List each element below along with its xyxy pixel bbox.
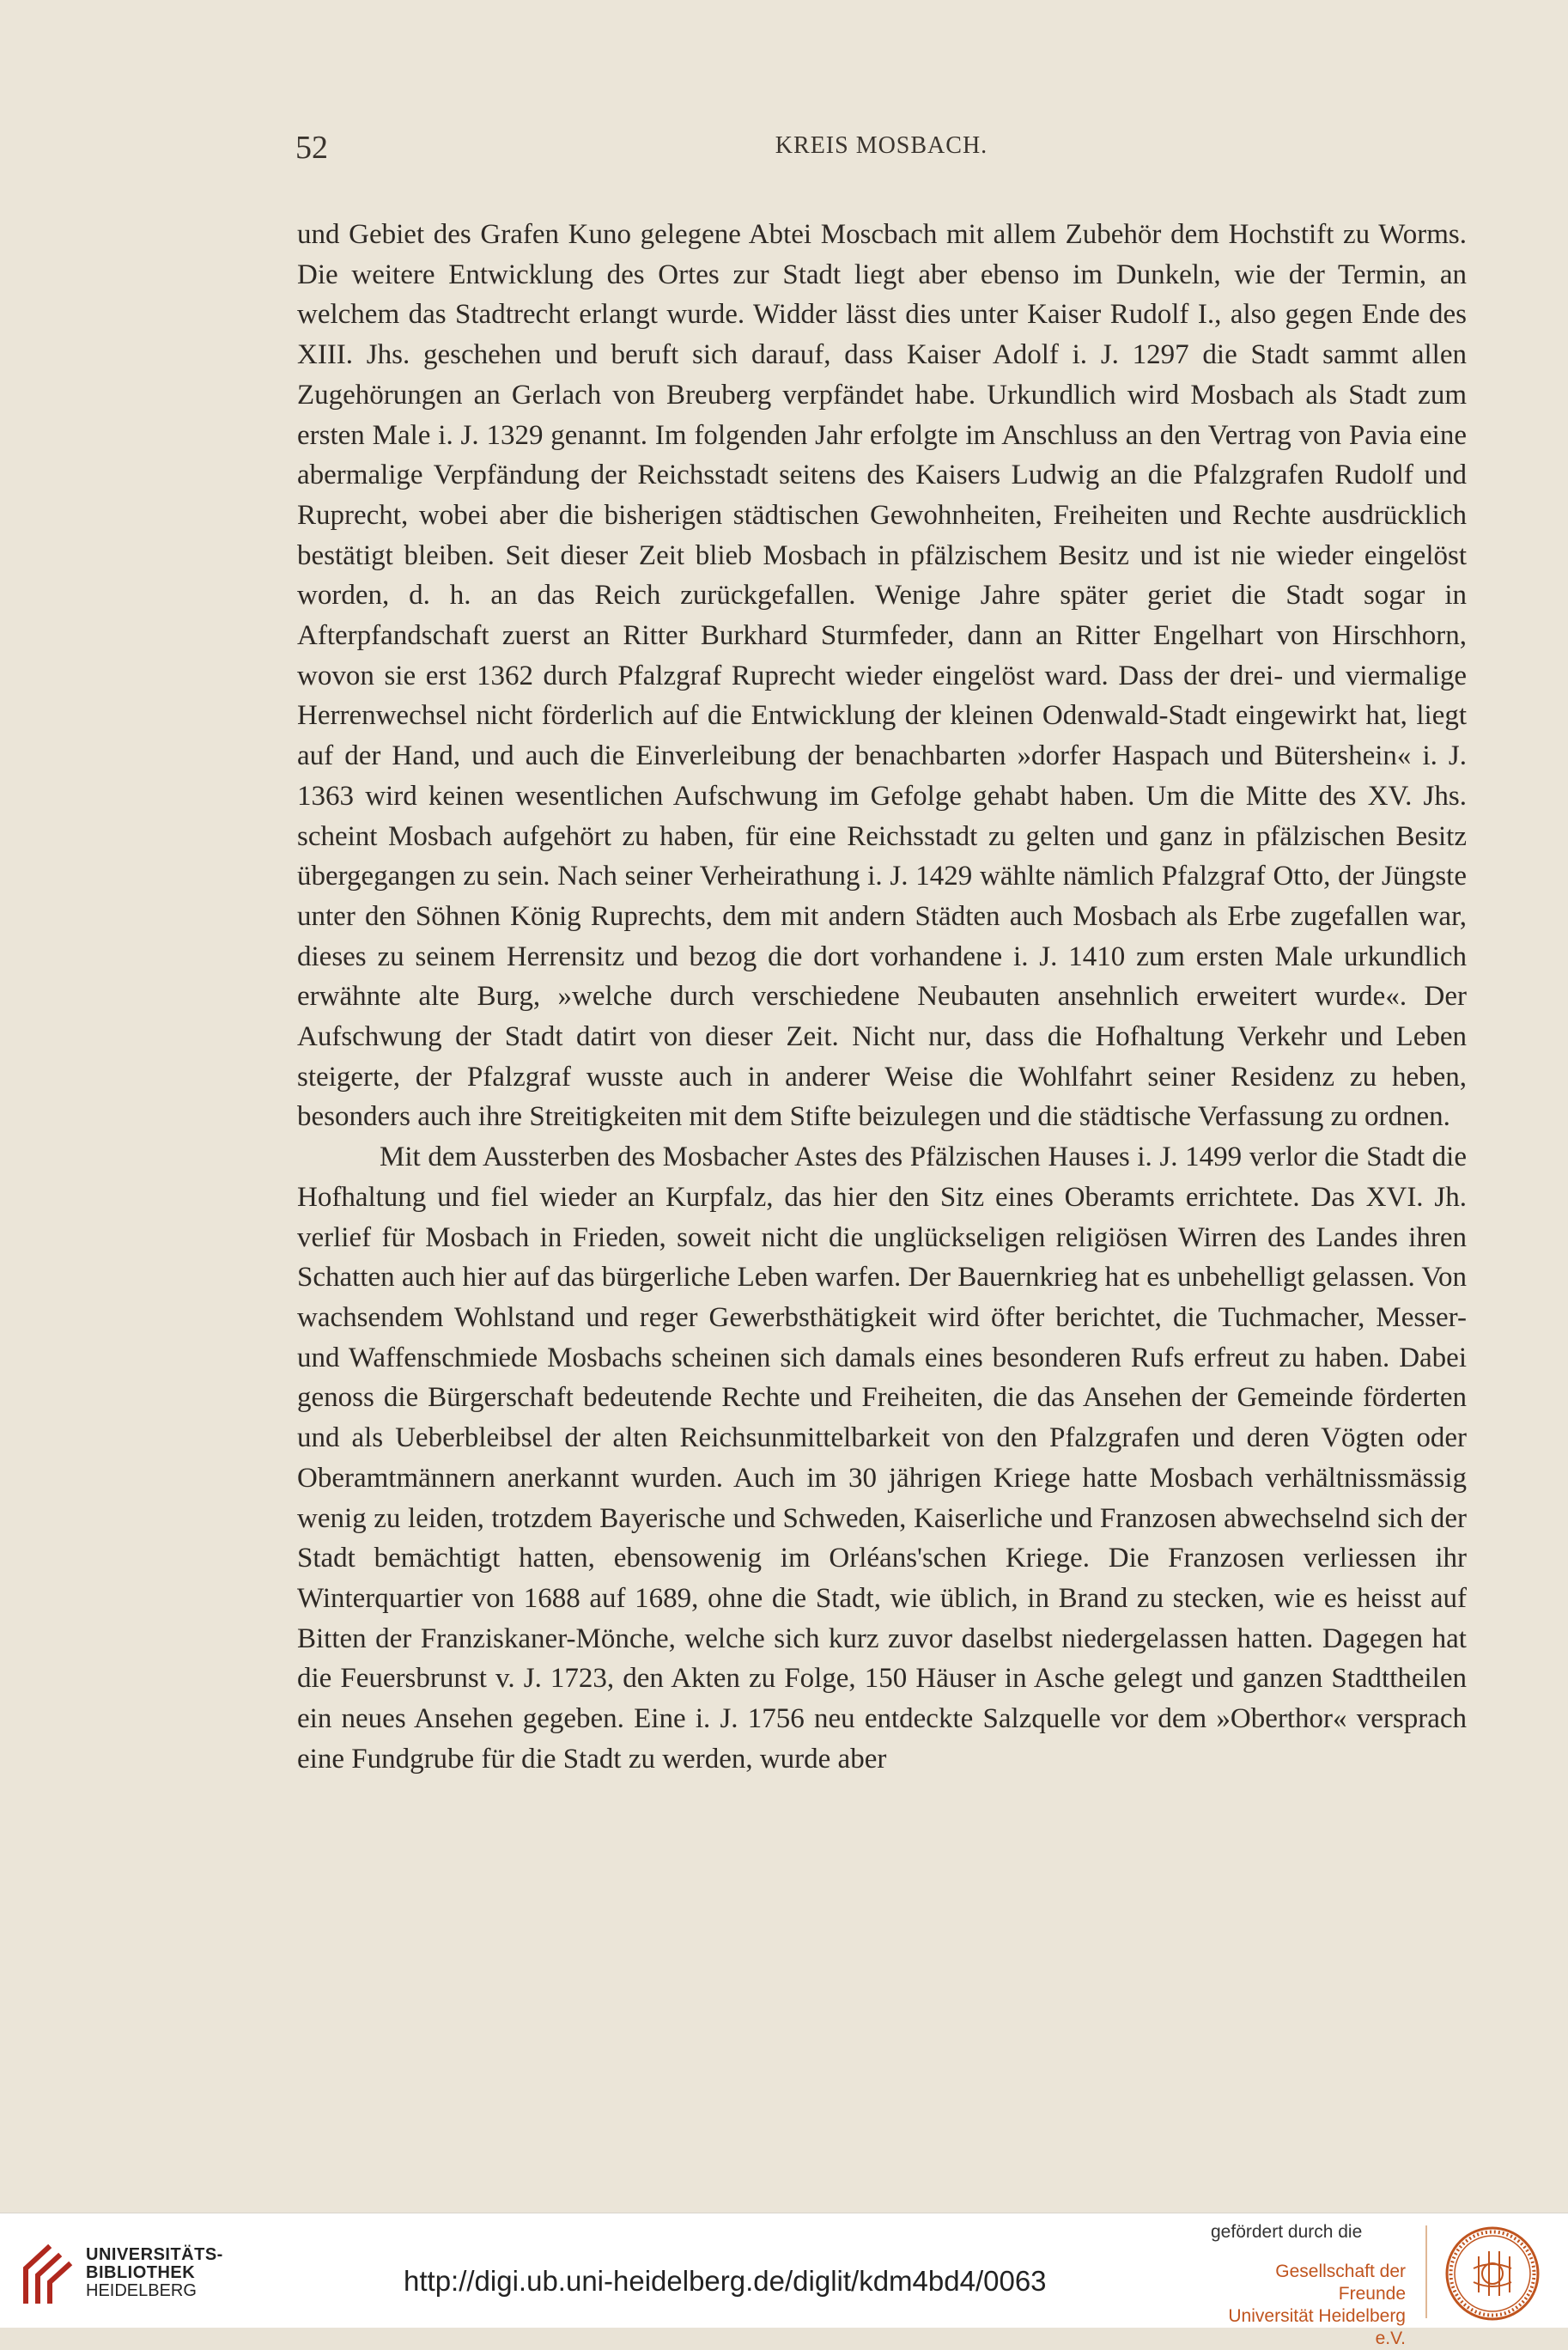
text-line: der Hand, und auch die Einverleibung der benachbarten »dorfer Haspach und Büters (344, 740, 1349, 772)
text-line: nicht förderlich auf die Entwicklung der kleinen Odenwald-Stadt eingewirkt hat, liegt auf (297, 700, 1468, 772)
text-line: Der Aufschwung der Stadt datirt von dieser Zeit. Nicht nur, dass die Hofhaltung Ver (297, 981, 1467, 1053)
text-line: eine abermalige Verpfändung der Reichsstadt seitens des Kaisers Ludwig an die Pfalz (297, 419, 1467, 491)
library-name (86, 2246, 223, 2300)
text-line: Kriege hatte Mosbach verhältnissmässig wenig zu leiden, trotzdem Bayerische und (297, 1462, 1467, 1534)
page-header (295, 129, 1468, 172)
paragraph-1 (297, 215, 1467, 1137)
text-line: darauf, dass Kaiser Adolf i. J. 1297 die Stadt sammt allen Zugehörungen an Gerlach (297, 339, 1467, 411)
text-line: Freiheiten und Rechte ausdrücklich bestätigt bleiben. Seit dieser Zeit blieb Mosbach in (297, 499, 1467, 571)
society-name-line-2: Universität Heidelberg e.V. (1228, 2306, 1406, 2348)
library-name-line-3: HEIDELBERG (86, 2281, 197, 2300)
body-text (297, 215, 1467, 1779)
paragraph-2 (297, 1137, 1467, 1779)
text-line: Wenige Jahre später geriet die Stadt sogar in Afterpfandschaft zuerst an Ritter Burkhard (297, 580, 1467, 652)
text-line: Gewerbsthätigkeit wird öfter berichtet, die Tuchmacher, Messer- und Waffenschmiede (297, 1301, 1467, 1373)
text-line: förderten und als Ueberbleibsel der alten Reichsunmittelbarkeit von den Pfalzgrafen (297, 1382, 1467, 1454)
footer-divider (1425, 2225, 1427, 2318)
text-line: von Breuberg verpfändet habe. Urkundlich wird Mosbach als Stadt zum ersten Male (297, 379, 1467, 451)
text-line: Der Bauernkrieg hat es unbehelligt gelassen. Von wachsendem Wohlstand und reger (297, 1262, 1467, 1333)
university-seal-icon (1444, 2225, 1541, 2322)
text-line: erwähnte alte Burg, »welche durch verschiedene Neubauten ansehnlich erweitert wurde«. (297, 981, 1425, 1013)
text-line: ebensowenig im Orléans'schen Kriege. Die Franzosen verliessen ihr Winterquartier von (297, 1543, 1467, 1614)
text-line: i. J. 1329 genannt. Im folgenden Jahr erfolgte im Anschluss an den Vertrag von Pavia (438, 419, 1420, 451)
text-line: 1688 auf 1689, ohne die Stadt, wie üblich, in Brand zu stecken, wie es heisst auf Bitten (297, 1582, 1467, 1654)
text-line: pfälzischem Besitz und ist nie wieder eingelöst worden, d. h. an das Reich zurückgefallen. (297, 539, 1467, 612)
text-line: der Franziskaner-Mönche, welche sich kurz zuvor daselbst niedergelassen hatten. Dagegen (375, 1622, 1432, 1654)
page-number: 52 (295, 130, 328, 166)
text-line: hein« i. J. 1363 wird keinen wesentlichen Aufschwung im Gefolge gehabt haben. Um (297, 740, 1468, 812)
society-name-line-1: Gesellschaft der Freunde (1275, 2262, 1406, 2304)
text-line: ganzen Stadttheilen ein neues Ansehen gegeben. Eine i. J. 1756 neu entdeckte Salz (297, 1663, 1467, 1735)
text-line: grafen Rudolf und Ruprecht, wobei aber die bisherigen städtischen Gewohnheiten, (297, 460, 1467, 531)
text-line: i. J. 1429 wählte nämlich Pfalzgraf Otto, der Jüngste unter den Söhnen König (297, 861, 1467, 932)
text-line: Dunkeln, wie der Termin, an welchem das Stadtrecht erlangt wurde. Widder lässt (297, 259, 1467, 331)
text-line: religiösen Wirren des Landes ihren Schatten auch hier auf das bürgerliche Leben warfen. (297, 1221, 1467, 1294)
funded-by-text: gefördert durch die (1211, 2222, 1363, 2242)
text-line: Mosbachs scheinen sich damals eines besonderen Rufs erfreut zu haben. Dabei genoss (297, 1342, 1467, 1414)
text-line: die Bürgerschaft bedeutende Rechte und Freiheiten, die das Ansehen der Gemeinde (383, 1382, 1364, 1414)
permalink-url[interactable]: http://digi.ub.uni-heidelberg.de/diglit/kdm4bd4/0063 (404, 2265, 1047, 2297)
text-line: Mit dem Aussterben des Mosbacher Astes des Pfälzischen Hauses i. J. 1499 verlor (380, 1142, 1325, 1173)
text-line: seinem Herrensitz und bezog die dort vorhandene i. J. 1410 zum ersten Male urkundlich (415, 941, 1468, 972)
society-name (1206, 2261, 1406, 2350)
text-line: hat die Feuersbrunst v. J. 1723, den Akten zu Folge, 150 Häuser in Asche gelegt und (297, 1622, 1467, 1695)
text-line: Schweden, Kaiserliche und Franzosen abwechselnd sich der Stadt bemächtigt hatten, (297, 1502, 1468, 1574)
text-line: die Stadt die Hofhaltung und fiel wieder an Kurpfalz, das hier den Sitz eines Oberamts (297, 1142, 1467, 1213)
text-line: errichtete. Das XVI. Jh. verlief für Mosbach in Frieden, soweit nicht die unglückseligen (297, 1181, 1467, 1253)
running-title: KREIS MOSBACH. (775, 132, 988, 159)
text-line: Hochstift zu Worms. Die weitere Entwicklung des Ortes zur Stadt liegt aber ebenso im (297, 219, 1467, 290)
text-line: quelle vor dem »Oberthor« versprach eine Fundgrube für die Stadt zu werden, wurde aber (297, 1703, 1467, 1775)
text-line: kehr und Leben steigerte, der Pfalzgraf wusste auch in anderer Weise die Wohlfahrt (297, 1021, 1467, 1093)
text-line: gelten und ganz in pfälzischen Besitz übergegangen zu sein. Nach seiner Verheirathung (297, 820, 1467, 892)
library-name-line-1: UNIVERSITÄTS- (86, 2245, 223, 2264)
text-line: und die städtische Verfassung zu ordnen. (988, 1101, 1450, 1133)
text-line: die Mitte des XV. Jhs. scheint Mosbach aufgehört zu haben, für eine Reichsstadt zu (297, 780, 1467, 852)
text-line: und deren Vögten oder Oberamtmännern anerkannt wurden. Auch im 30 jährigen (297, 1422, 1467, 1494)
text-line: und Gebiet des Grafen Kuno gelegene Abtei Moscbach mit allem Zubehör dem (297, 219, 1229, 250)
text-line: dies unter Kaiser Rudolf I., also gegen Ende des XIII. Jhs. geschehen und beruft sich (297, 299, 1467, 371)
text-line: seiner Residenz zu heben, besonders auch ihre Streitigkeiten mit dem Stifte beizulegen (297, 1061, 1467, 1133)
text-line: Sturmfeder, dann an Ritter Engelhart von Hirschhorn, wovon sie erst 1362 durch (297, 620, 1467, 691)
digitization-footer (0, 2213, 1568, 2348)
ub-heidelberg-logo-icon (19, 2241, 79, 2308)
text-line: Pfalzgraf Ruprecht wieder eingelöst ward. Dass der drei- und viermalige Herrenwechsel (297, 660, 1467, 732)
library-name-line-2: BIBLIOTHEK (86, 2263, 196, 2282)
text-line: Ruprechts, dem mit andern Städten auch Mosbach als Erbe zugefallen war, dieses zu (297, 900, 1467, 972)
